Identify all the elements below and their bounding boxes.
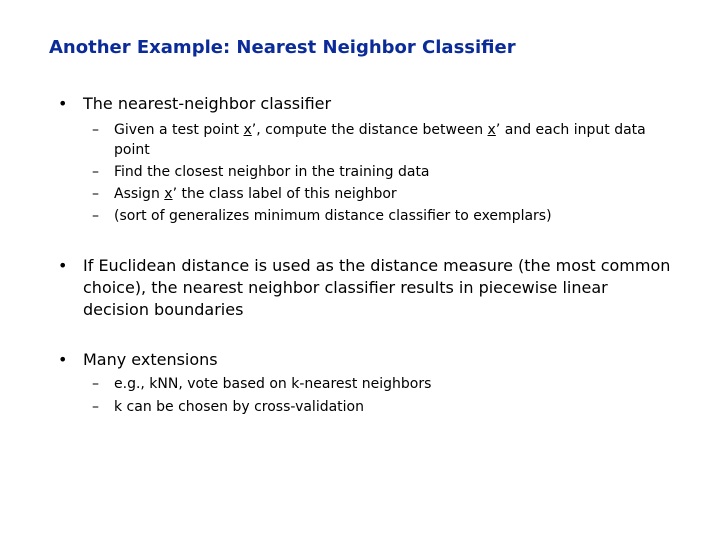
- sub-bullet-1-4-text: (sort of generalizes minimum distance classifier to exemplars): [114, 208, 552, 224]
- sub-bullet-3-2-text: k can be chosen by cross-validation: [114, 399, 364, 415]
- text-segment: ’ the class label of this neighbor: [172, 186, 397, 202]
- bullet-2: [58, 255, 678, 321]
- variable-x: x: [243, 122, 252, 138]
- text-segment: ’, compute the distance between: [251, 122, 488, 138]
- slide-title: Another Example: Nearest Neighbor Classifier: [49, 37, 516, 58]
- text-segment: ’ and each input data point: [114, 122, 646, 158]
- text-segment: Given a test point: [114, 122, 244, 138]
- sub-bullet-3-2: [92, 397, 652, 417]
- text-segment: Assign: [114, 186, 165, 202]
- sub-dash: –: [92, 208, 99, 224]
- bullet-2-text: If Euclidean distance is used as the distance measure (the most common choice), the nearest neighbor classifier results in piecewise linear decision boundaries: [83, 256, 671, 319]
- bullet-3-text: Many extensions: [83, 350, 218, 369]
- bullet-1: [58, 93, 678, 115]
- sub-bullet-1-3-text: [114, 184, 652, 204]
- sub-bullet-1-1: [92, 120, 652, 160]
- bullet-dot: •: [58, 350, 68, 369]
- sub-bullet-1-3: [92, 184, 652, 204]
- sub-bullet-1-2: [92, 162, 652, 182]
- sub-bullet-1-1-text: [114, 120, 652, 160]
- variable-x: x: [487, 122, 496, 138]
- sub-dash: –: [92, 122, 99, 138]
- sub-bullet-3-1: [92, 374, 652, 394]
- sub-bullet-3-1-text: e.g., kNN, vote based on k-nearest neighbors: [114, 376, 432, 392]
- sub-dash: –: [92, 164, 99, 180]
- bullet-1-text: The nearest-neighbor classifier: [83, 94, 332, 113]
- sub-dash: –: [92, 186, 99, 202]
- bullet-dot: •: [58, 94, 68, 113]
- bullet-3: [58, 349, 678, 371]
- sub-bullet-1-4: [92, 206, 652, 226]
- bullet-dot: •: [58, 256, 68, 275]
- variable-x: x: [164, 186, 173, 202]
- sub-bullet-1-2-text: Find the closest neighbor in the training data: [114, 164, 430, 180]
- sub-dash: –: [92, 376, 99, 392]
- sub-dash: –: [92, 399, 99, 415]
